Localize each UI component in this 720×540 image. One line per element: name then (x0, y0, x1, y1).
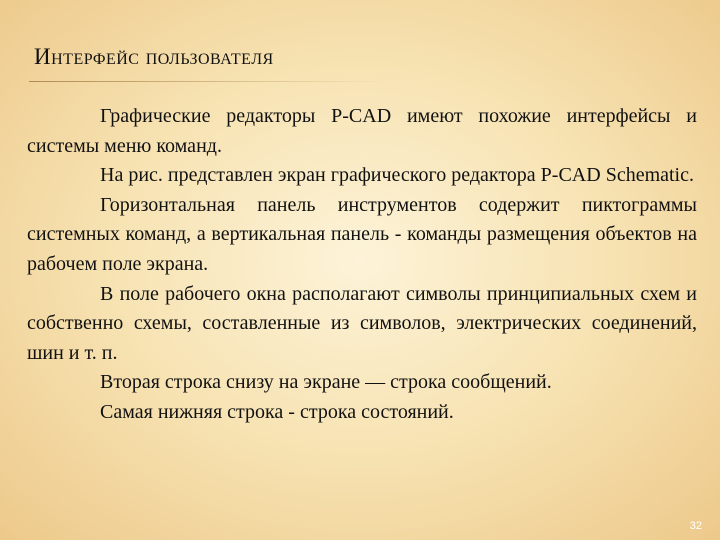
slide-title: Интерфейс пользователя (34, 45, 634, 68)
paragraph-3: Горизонтальная панель инструментов содержит пиктограммы системных команд, а вертикальная панель - команды размещения объектов на рабочем поле экрана. (27, 193, 697, 275)
slide-body (27, 102, 697, 428)
paragraph-2: На рис. представлен экран графического редактора P-CAD Schematic. (100, 164, 694, 187)
page-number: 32 (689, 520, 702, 532)
paragraph-5: Вторая строка снизу на экране — строка сообщений. (100, 371, 552, 394)
paragraph-4: В поле рабочего окна располагают символы принципиальных схем и собственно схемы, составленные из символов, электрических соединений, шин и т. п. (27, 282, 697, 364)
paragraph-6: Самая нижняя строка - строка состояний. (100, 400, 454, 423)
paragraph-1: Графические редакторы P-CAD имеют похожие интерфейсы и системы меню команд. (27, 105, 697, 157)
